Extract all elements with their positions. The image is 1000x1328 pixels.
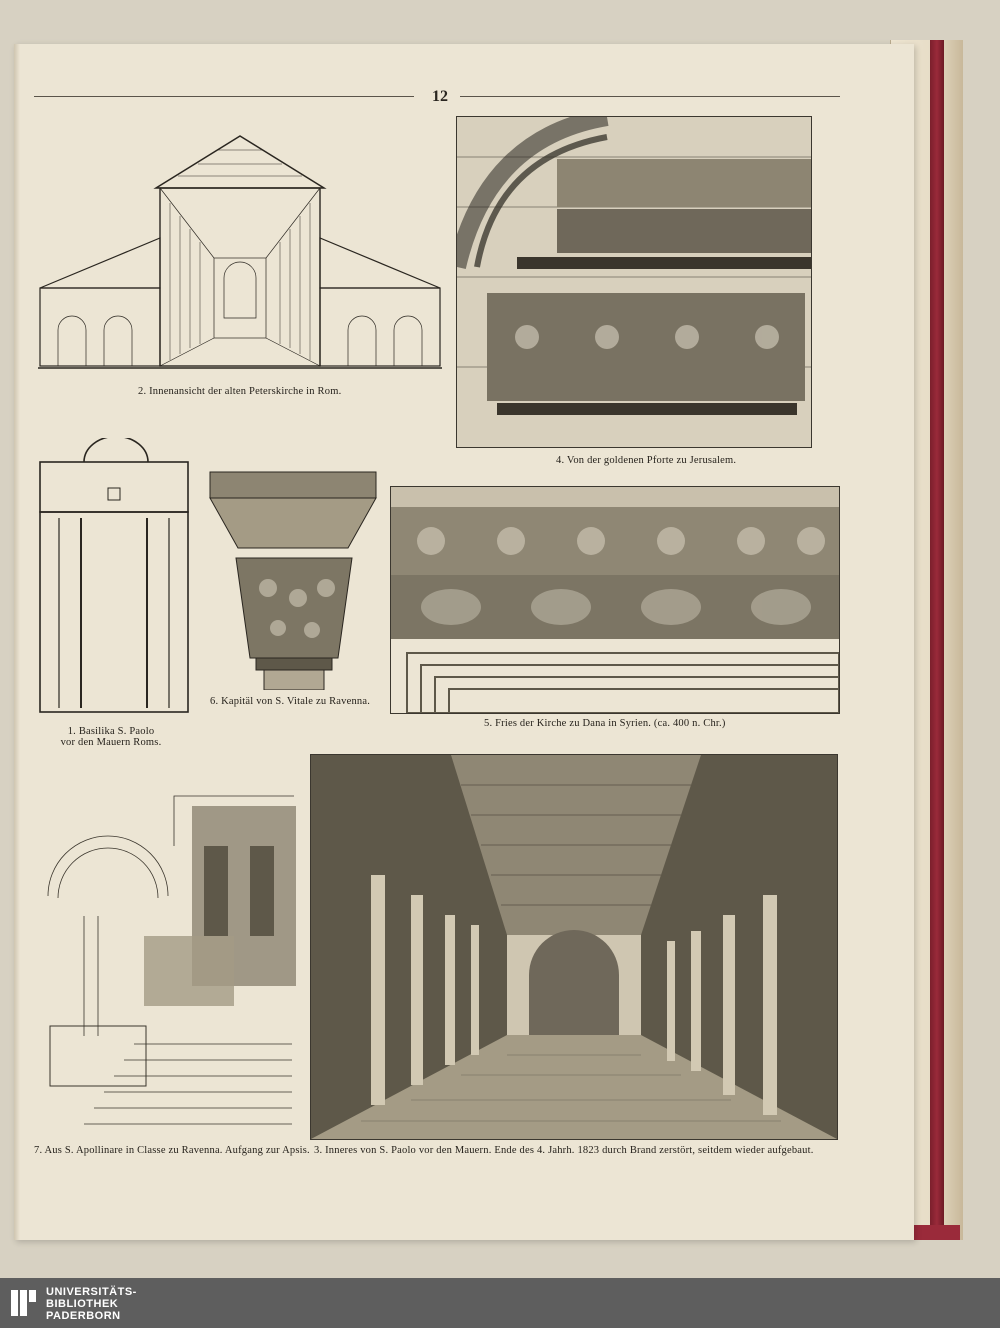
caption-fig2: 2. Innenansicht der alten Peterskirche in Rom. xyxy=(138,386,342,397)
library-name-line1: UNIVERSITÄTS- xyxy=(46,1286,137,1298)
caption-fig6: 6. Kapitäl von S. Vitale zu Ravenna. xyxy=(210,696,371,707)
figure-basilica-plan xyxy=(36,438,196,718)
figure-golden-gate xyxy=(456,116,812,448)
page-number: 12 xyxy=(432,88,448,105)
figure-apollinare-classe xyxy=(44,786,296,1140)
caption-fig1-line2: vor den Mauern Roms. xyxy=(60,737,162,748)
old-st-peters-drawing xyxy=(38,128,442,378)
golden-gate-drawing xyxy=(457,117,811,447)
library-footer xyxy=(0,1278,1000,1328)
figure-san-vitale-capital xyxy=(208,468,378,690)
capital-drawing xyxy=(208,468,378,690)
library-name-line2: BIBLIOTHEK xyxy=(46,1298,119,1310)
san-paolo-drawing xyxy=(311,755,837,1139)
apollinare-drawing xyxy=(44,786,296,1140)
caption-fig1-line1: 1. Basilika S. Paolo xyxy=(67,726,155,737)
figure-san-paolo-interior xyxy=(310,754,838,1140)
header-rule-left xyxy=(34,96,414,97)
page-gutter xyxy=(14,44,20,1240)
caption-fig3: 3. Inneres von S. Paolo vor den Mauern. Ende des 4. Jahrh. 1823 durch Brand zerstört, seitdem wieder aufgebaut. xyxy=(314,1145,814,1156)
frieze-drawing xyxy=(391,487,839,713)
basilica-plan-drawing xyxy=(36,438,196,718)
caption-fig7: 7. Aus S. Apollinare in Classe zu Ravenna. Aufgang zur Apsis. xyxy=(34,1145,310,1156)
book-spine xyxy=(930,40,944,1240)
figure-old-st-peters xyxy=(38,128,442,378)
caption-fig4: 4. Von der goldenen Pforte zu Jerusalem. xyxy=(556,455,737,466)
caption-fig5: 5. Fries der Kirche zu Dana in Syrien. (ca. 400 n. Chr.) xyxy=(484,718,726,729)
caption-fig1 xyxy=(46,726,176,748)
header-rule-right xyxy=(460,96,840,97)
library-logo-icon xyxy=(8,1288,38,1318)
figure-dana-frieze xyxy=(390,486,840,714)
library-name-line3: PADERBORN xyxy=(46,1310,121,1322)
library-name xyxy=(46,1286,137,1322)
